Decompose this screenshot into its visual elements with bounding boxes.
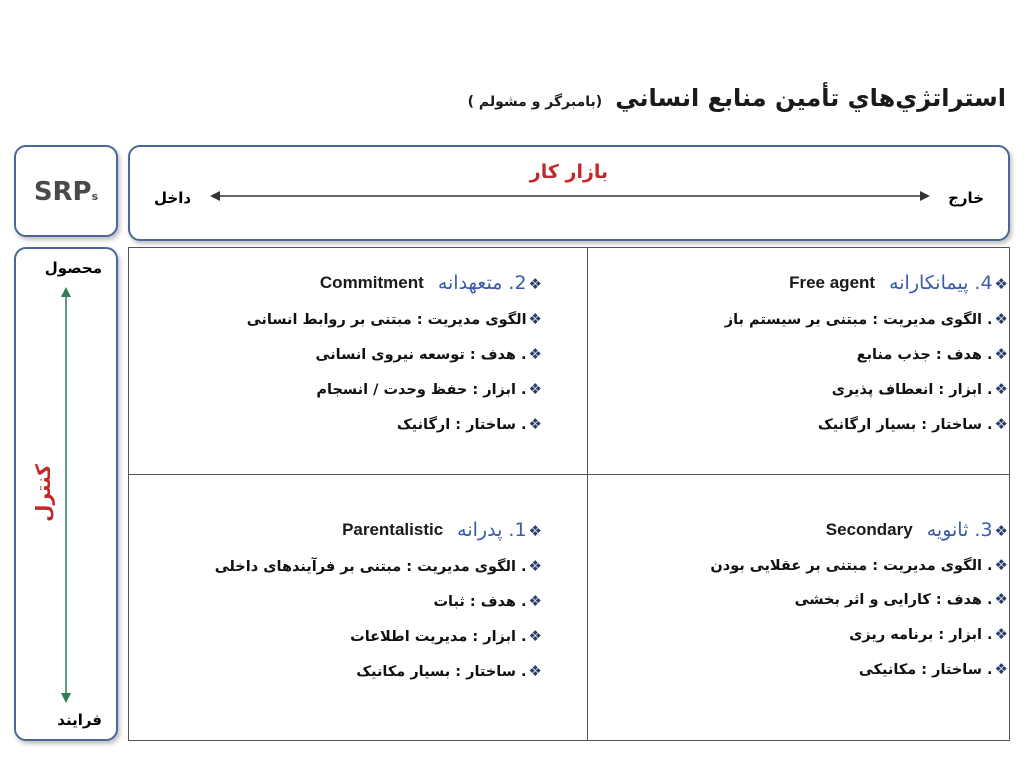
quadrant-heading <box>588 519 1008 541</box>
list-item-text: . ساختار : بسیار مکانیک <box>356 664 527 680</box>
diamond-bullet-icon: ❖ <box>528 275 542 293</box>
quadrant-heading <box>162 519 542 541</box>
list-item <box>588 337 1008 372</box>
list-item-text: . هدف : ثبات <box>433 594 527 610</box>
diamond-bullet-icon: ❖ <box>528 557 542 575</box>
list-item-text: . ابزار : انعطاف پذیری <box>831 382 993 398</box>
list-item-text: . ابزار : برنامه ریزی <box>849 627 993 643</box>
diamond-bullet-icon: ❖ <box>994 522 1008 540</box>
diamond-bullet-icon: ❖ <box>528 345 542 363</box>
list-item-text: . ابزار : مدیریت اطلاعات <box>350 629 527 645</box>
title-fa-text: 4. پیمانکارانه <box>889 272 993 294</box>
vertical-double-arrow <box>60 287 72 703</box>
quadrant-free-agent <box>588 272 1008 442</box>
list-item <box>588 372 1008 407</box>
title-fa-text: 3. ثانویه <box>926 519 993 541</box>
diamond-bullet-icon: ❖ <box>994 660 1008 678</box>
diamond-bullet-icon: ❖ <box>994 625 1008 643</box>
diamond-bullet-icon: ❖ <box>528 627 542 645</box>
quadrant-list <box>162 549 542 689</box>
srps-text: SRP <box>33 177 92 207</box>
quadrant-title-en: Commitment <box>319 273 424 292</box>
srps-label <box>16 177 116 207</box>
list-item-text: . ابزار : حفظ وحدت / انسجام <box>316 382 527 398</box>
srps-box <box>14 145 118 237</box>
internal-label: داخل <box>154 189 192 207</box>
diamond-bullet-icon: ❖ <box>994 415 1008 433</box>
list-item <box>588 652 1008 687</box>
diamond-bullet-icon: ❖ <box>994 345 1008 363</box>
diamond-bullet-icon: ❖ <box>528 415 542 433</box>
diamond-bullet-icon: ❖ <box>994 310 1008 328</box>
quadrant-secondary <box>588 519 1008 687</box>
quadrant-title-fa <box>927 519 1008 541</box>
list-item <box>588 549 1008 582</box>
list-item-text: . ساختار : ارگانیک <box>396 417 527 433</box>
quadrant-title-fa <box>438 272 542 294</box>
list-item <box>162 619 542 654</box>
list-item <box>588 617 1008 652</box>
list-item <box>588 582 1008 617</box>
list-item <box>588 302 1008 337</box>
list-item-text: . هدف : کارایی و اثر بخشی <box>794 592 993 608</box>
diamond-bullet-icon: ❖ <box>528 310 542 328</box>
quadrant-list <box>162 302 542 442</box>
list-item <box>162 337 542 372</box>
quadrant-title-fa <box>889 272 1008 294</box>
list-item-text: . الگوی مدیریت : مبتنی بر عقلایی بودن <box>710 558 993 574</box>
list-item-text: . هدف : جذب منابع <box>856 347 993 363</box>
list-item-text: . ساختار : مکانیکی <box>858 662 993 678</box>
quadrant-title-en: Parentalistic <box>342 520 444 539</box>
list-item <box>162 372 542 407</box>
quadrant-title-fa <box>457 519 542 541</box>
quadrant-list <box>588 549 1008 687</box>
list-item <box>162 407 542 442</box>
list-item <box>588 407 1008 442</box>
quadrant-heading <box>588 272 1008 294</box>
title-subtitle: (بامبرگر و مشولم ) <box>467 94 603 110</box>
title-fa-text: 2. متعهدانه <box>437 272 527 294</box>
diamond-bullet-icon: ❖ <box>994 380 1008 398</box>
list-item-text: . الگوی مدیریت : مبتنی بر فرآیندهای داخلی <box>214 559 527 575</box>
quadrant-title-en: Secondary <box>825 520 913 539</box>
list-item <box>162 654 542 689</box>
product-label: محصول <box>44 259 102 277</box>
list-item-text: . ساختار : بسیار ارگانیک <box>817 417 993 433</box>
quadrant-parentalistic <box>162 519 542 689</box>
list-item <box>162 549 542 584</box>
labor-market-box <box>128 145 1010 241</box>
quadrant-commitment <box>162 272 542 442</box>
list-item-text: . هدف : توسعه نیروی انسانی <box>315 347 527 363</box>
diamond-bullet-icon: ❖ <box>528 592 542 610</box>
title-fa-text: 1. پدرانه <box>457 519 527 541</box>
page-title <box>468 84 1006 112</box>
diamond-bullet-icon: ❖ <box>528 380 542 398</box>
quadrant-list <box>588 302 1008 442</box>
srps-subscript: s <box>91 190 99 203</box>
quadrant-title-en: Free agent <box>789 273 876 292</box>
control-box <box>14 247 118 741</box>
matrix-horizontal-divider <box>129 474 1009 475</box>
list-item-text: الگوی مدیریت : مبتنی بر روابط انسانی <box>246 312 527 328</box>
diamond-bullet-icon: ❖ <box>994 275 1008 293</box>
diamond-bullet-icon: ❖ <box>994 590 1008 608</box>
list-item <box>162 302 542 337</box>
process-label: فرایند <box>57 711 102 729</box>
diamond-bullet-icon: ❖ <box>528 662 542 680</box>
diamond-bullet-icon: ❖ <box>528 522 542 540</box>
labor-market-title: بازار کار <box>529 161 609 183</box>
list-item-text: . الگوی مدیریت : مبتنی بر سیستم باز <box>724 312 993 328</box>
list-item <box>162 584 542 619</box>
external-label: خارج <box>948 189 984 207</box>
diamond-bullet-icon: ❖ <box>994 556 1008 574</box>
quadrant-heading <box>162 272 542 294</box>
control-label: کنترل <box>30 464 55 522</box>
horizontal-double-arrow <box>210 190 930 202</box>
title-main: استراتژي‌هاي تأمين منابع انساني <box>615 84 1006 112</box>
